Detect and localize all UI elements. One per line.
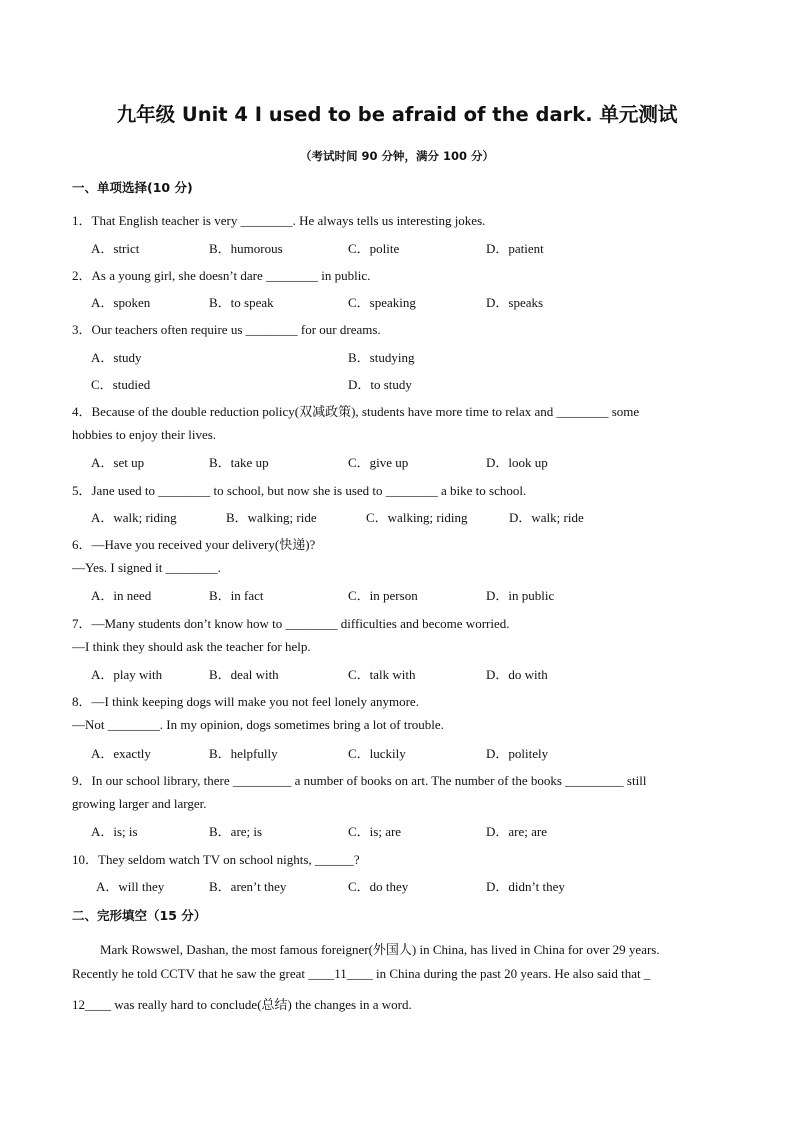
question-9-stem-continued: growing larger and larger. <box>72 796 207 811</box>
cloze-passage-line-3: 12____ was really hard to conclude(总结) the changes in a word. <box>72 997 412 1012</box>
question-8-response: —Not ________. In my opinion, dogs sometimes bring a lot of trouble. <box>72 717 444 732</box>
question-3-stem: 3．Our teachers often require us ________ for our dreams. <box>72 322 381 337</box>
question-9-option-c[interactable]: C．is; are <box>348 824 402 839</box>
question-6-option-a[interactable]: A．in need <box>91 588 152 603</box>
question-5-option-c[interactable]: C．walking; riding <box>366 510 468 525</box>
cloze-passage-line-2: Recently he told CCTV that he saw the great ____11____ in China during the past 20 years. He also said that _ <box>72 966 651 981</box>
question-6-option-c[interactable]: C．in person <box>348 588 418 603</box>
question-2-option-b[interactable]: B．to speak <box>209 295 274 310</box>
question-7-option-b[interactable]: B．deal with <box>209 667 279 682</box>
question-5-option-a[interactable]: A．walk; riding <box>91 510 177 525</box>
question-8-option-a[interactable]: A．exactly <box>91 746 151 761</box>
question-9-option-a[interactable]: A．is; is <box>91 824 138 839</box>
question-8-stem: 8．—I think keeping dogs will make you not feel lonely anymore. <box>72 694 419 709</box>
section-heading-cloze: 二、完形填空（15 分） <box>72 908 207 923</box>
question-7-option-c[interactable]: C．talk with <box>348 667 416 682</box>
question-10-option-c[interactable]: C．do they <box>348 879 409 894</box>
question-7-stem: 7．—Many students don’t know how to ________ difficulties and become worried. <box>72 616 510 631</box>
question-1-option-b[interactable]: B．humorous <box>209 241 283 256</box>
question-1-option-d[interactable]: D．patient <box>486 241 544 256</box>
question-4-option-d[interactable]: D．look up <box>486 455 548 470</box>
question-3-option-b[interactable]: B．studying <box>348 350 415 365</box>
question-6-option-d[interactable]: D．in public <box>486 588 555 603</box>
question-7-option-d[interactable]: D．do with <box>486 667 548 682</box>
question-1-stem: 1．That English teacher is very ________. He always tells us interesting jokes. <box>72 213 486 228</box>
question-6-option-b[interactable]: B．in fact <box>209 588 264 603</box>
question-8-option-b[interactable]: B．helpfully <box>209 746 278 761</box>
question-10-stem: 10．They seldom watch TV on school nights, ______? <box>72 852 360 867</box>
exam-info: （考试时间 90 分钟，满分 100 分） <box>299 149 495 163</box>
question-5-option-d[interactable]: D．walk; ride <box>509 510 584 525</box>
question-9-stem: 9．In our school library, there _________ a number of books on art. The number of the books _________ still <box>72 773 647 788</box>
question-6-response: —Yes. I signed it ________. <box>72 560 221 575</box>
question-4-option-b[interactable]: B．take up <box>209 455 269 470</box>
question-4-option-c[interactable]: C．give up <box>348 455 409 470</box>
question-10-option-d[interactable]: D．didn’t they <box>486 879 565 894</box>
question-9-option-b[interactable]: B．are; is <box>209 824 263 839</box>
question-3-option-c[interactable]: C．studied <box>91 377 151 392</box>
question-2-option-a[interactable]: A．spoken <box>91 295 151 310</box>
question-2-stem: 2．As a young girl, she doesn’t dare ________ in public. <box>72 268 371 283</box>
question-10-option-a[interactable]: A．will they <box>96 879 165 894</box>
page-title: 九年级 Unit 4 I used to be afraid of the dark. 单元测试 <box>116 103 678 126</box>
question-1-option-c[interactable]: C．polite <box>348 241 400 256</box>
question-8-option-c[interactable]: C．luckily <box>348 746 406 761</box>
question-2-option-d[interactable]: D．speaks <box>486 295 544 310</box>
question-2-option-c[interactable]: C．speaking <box>348 295 416 310</box>
cloze-passage-line-1: Mark Rowswel, Dashan, the most famous foreigner(外国人) in China, has lived in China for over 29 years. <box>100 942 660 957</box>
question-5-option-b[interactable]: B．walking; ride <box>226 510 317 525</box>
question-4-option-a[interactable]: A．set up <box>91 455 145 470</box>
question-7-option-a[interactable]: A．play with <box>91 667 163 682</box>
question-1-option-a[interactable]: A．strict <box>91 241 140 256</box>
question-5-stem: 5．Jane used to ________ to school, but now she is used to ________ a bike to school. <box>72 483 527 498</box>
section-heading-single-choice: 一、单项选择(10 分) <box>72 180 193 195</box>
question-4-stem-continued: hobbies to enjoy their lives. <box>72 427 217 442</box>
question-4-stem: 4．Because of the double reduction policy(双减政策), students have more time to relax and ________ some <box>72 404 640 419</box>
question-3-option-d[interactable]: D．to study <box>348 377 412 392</box>
question-9-option-d[interactable]: D．are; are <box>486 824 547 839</box>
question-7-response: —I think they should ask the teacher for help. <box>72 639 311 654</box>
question-3-option-a[interactable]: A．study <box>91 350 142 365</box>
question-10-option-b[interactable]: B．aren’t they <box>209 879 287 894</box>
question-6-stem: 6．—Have you received your delivery(快递)? <box>72 537 316 552</box>
question-8-option-d[interactable]: D．politely <box>486 746 549 761</box>
